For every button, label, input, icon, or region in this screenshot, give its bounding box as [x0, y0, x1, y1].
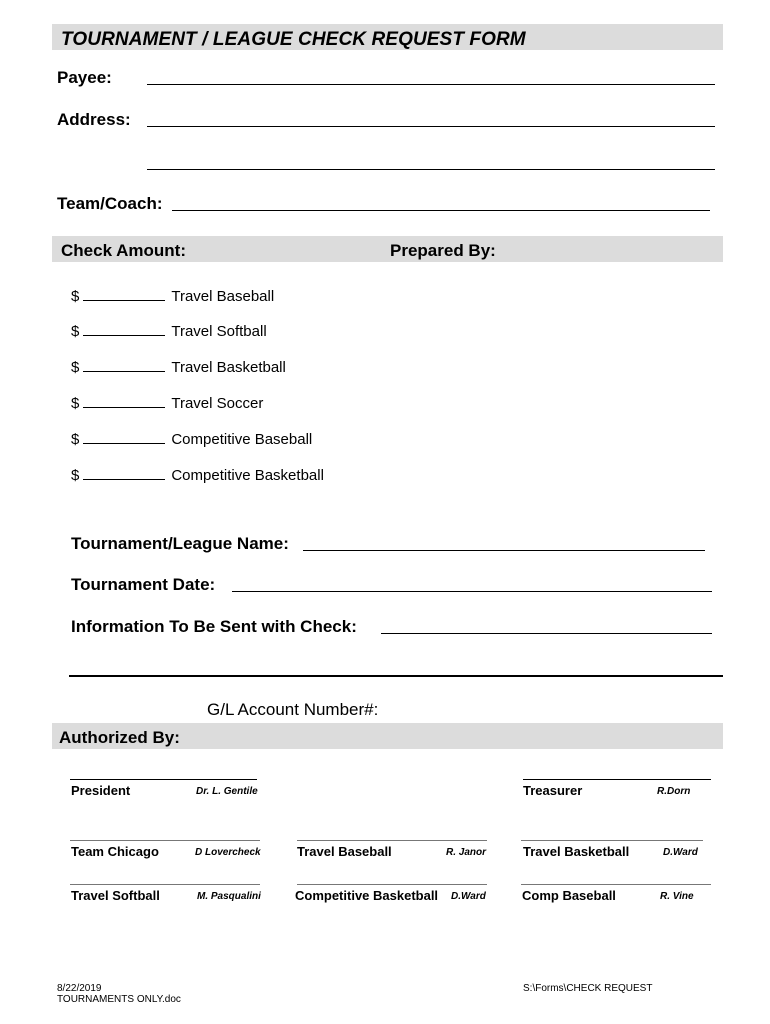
- role-travel-basketball: Travel Basketball: [523, 844, 630, 859]
- role-president: President: [71, 783, 131, 798]
- authorized-by-label: Authorized By:: [59, 728, 180, 747]
- signature-line-competitive-basketball[interactable]: [297, 884, 487, 885]
- currency-symbol: $: [71, 323, 80, 340]
- amount-row-travel-baseball: [71, 287, 274, 305]
- signature-line-travel-softball[interactable]: [70, 884, 260, 885]
- amount-row-competitive-baseball: [71, 430, 312, 448]
- tournament-date-label: Tournament Date:: [71, 575, 216, 594]
- payee-label: Payee:: [57, 68, 112, 87]
- info-label: Information To Be Sent with Check:: [71, 617, 357, 636]
- signature-line-travel-basketball[interactable]: [521, 840, 703, 841]
- amount-item-label: Travel Soccer: [171, 395, 264, 412]
- signature-line-team-chicago[interactable]: [70, 840, 260, 841]
- prepared-by-label: Prepared By:: [390, 241, 496, 260]
- signer-travel-baseball: R. Janor: [446, 847, 487, 858]
- payee-field[interactable]: [147, 84, 715, 85]
- check-amount-label: Check Amount:: [61, 241, 186, 260]
- signature-line-treasurer[interactable]: [523, 779, 711, 780]
- footer-date: 8/22/2019: [57, 983, 102, 994]
- signer-treasurer: R.Dorn: [657, 786, 691, 797]
- info-field[interactable]: [381, 633, 712, 634]
- team-coach-field[interactable]: [172, 210, 710, 211]
- amount-item-label: Competitive Basketball: [171, 467, 324, 484]
- tournament-name-field[interactable]: [303, 550, 705, 551]
- info-field-extra-line[interactable]: [69, 675, 723, 677]
- tournament-name-label: Tournament/League Name:: [71, 534, 289, 553]
- form-title: TOURNAMENT / LEAGUE CHECK REQUEST FORM: [61, 29, 526, 50]
- role-travel-baseball: Travel Baseball: [297, 844, 392, 859]
- address-field-line-1[interactable]: [147, 126, 715, 127]
- signer-team-chicago: D Lovercheck: [195, 847, 261, 858]
- amount-item-label: Travel Basketball: [171, 359, 286, 376]
- role-treasurer: Treasurer: [523, 783, 583, 798]
- amount-item-label: Travel Softball: [171, 323, 267, 340]
- tournament-date-field[interactable]: [232, 591, 712, 592]
- role-competitive-basketball: Competitive Basketball: [295, 888, 439, 903]
- amount-field[interactable]: [83, 394, 165, 408]
- currency-symbol: $: [71, 359, 80, 376]
- currency-symbol: $: [71, 288, 80, 305]
- amount-row-travel-softball: [71, 322, 267, 340]
- amount-item-label: Competitive Baseball: [171, 431, 313, 448]
- currency-symbol: $: [71, 395, 80, 412]
- role-comp-baseball: Comp Baseball: [522, 888, 616, 903]
- signer-comp-baseball: R. Vine: [660, 891, 694, 902]
- amount-row-competitive-basketball: [71, 466, 324, 484]
- amount-row-travel-basketball: [71, 358, 286, 376]
- amount-item-label: Travel Baseball: [171, 288, 275, 305]
- signature-line-president[interactable]: [70, 779, 257, 780]
- amount-field[interactable]: [83, 430, 165, 444]
- signer-travel-softball: M. Pasqualini: [197, 891, 261, 902]
- signer-competitive-basketball: D.Ward: [451, 891, 486, 902]
- signature-line-comp-baseball[interactable]: [521, 884, 711, 885]
- address-field-line-2[interactable]: [147, 169, 715, 170]
- address-label: Address:: [57, 110, 131, 129]
- currency-symbol: $: [71, 431, 80, 448]
- amount-field[interactable]: [83, 358, 165, 372]
- signer-president: Dr. L. Gentile: [196, 786, 258, 797]
- amount-field[interactable]: [83, 466, 165, 480]
- team-coach-label: Team/Coach:: [57, 194, 163, 213]
- gl-account-label: G/L Account Number#:: [207, 700, 379, 719]
- amount-field[interactable]: [83, 322, 165, 336]
- signature-line-travel-baseball[interactable]: [297, 840, 487, 841]
- footer-path: S:\Forms\CHECK REQUEST: [523, 983, 653, 994]
- signer-travel-basketball: D.Ward: [663, 847, 698, 858]
- amount-row-travel-soccer: [71, 394, 263, 412]
- currency-symbol: $: [71, 467, 80, 484]
- amount-field[interactable]: [83, 287, 165, 301]
- role-team-chicago: Team Chicago: [71, 844, 159, 859]
- footer-filename: TOURNAMENTS ONLY.doc: [57, 994, 181, 1005]
- role-travel-softball: Travel Softball: [71, 888, 160, 903]
